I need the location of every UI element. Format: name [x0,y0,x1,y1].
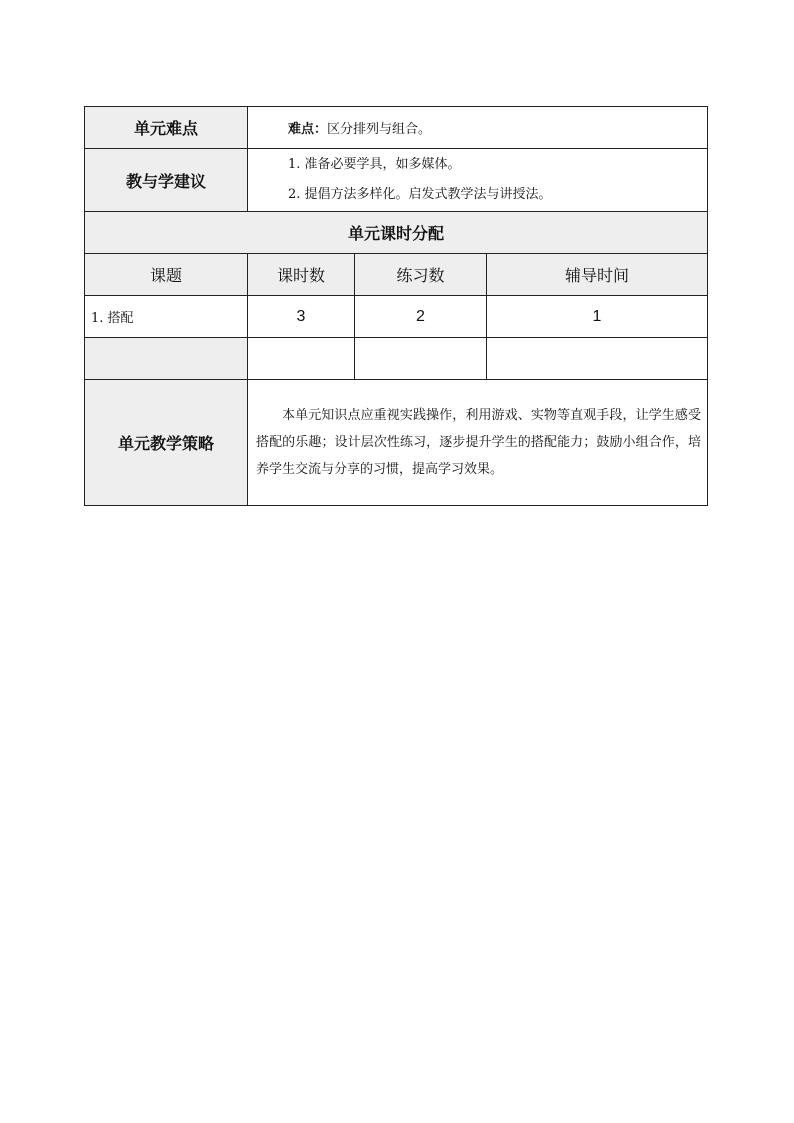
cell-hours: 3 [248,296,355,338]
cell-tutoring: 1 [487,296,708,338]
strategy-text: 本单元知识点应重视实践操作，利用游戏、实物等直观手段，让学生感受搭配的乐趣；设计层次性练习，逐步提升学生的搭配能力；鼓励小组合作，培养学生交流与分享的习惯，提高学习效果。 [248,380,708,506]
difficulty-label: 单元难点 [85,107,248,149]
table-row [85,296,708,338]
allocation-title-row [85,212,708,254]
allocation-header-row [85,254,708,296]
allocation-title: 单元课时分配 [85,212,708,254]
table-row [85,338,708,380]
header-topic: 课题 [85,254,248,296]
suggestion-item: 2. 提倡方法多样化。启发式教学法与讲授法。 [288,187,552,202]
suggestions-content [248,149,708,212]
header-tutoring: 辅导时间 [487,254,708,296]
cell-tutoring [487,338,708,380]
header-exercises: 练习数 [355,254,487,296]
cell-exercises: 2 [355,296,487,338]
suggestions-label: 教与学建议 [85,149,248,212]
difficulty-row [85,107,708,149]
unit-plan-table [84,106,708,506]
difficulty-prefix: 难点： [288,122,328,137]
difficulty-text: 区分排列与组合。 [327,122,432,137]
cell-hours [248,338,355,380]
difficulty-content [248,107,708,149]
cell-topic: 1. 搭配 [85,296,248,338]
suggestions-row [85,149,708,212]
cell-topic [85,338,248,380]
header-hours: 课时数 [248,254,355,296]
suggestion-item: 1. 准备必要学具，如多媒体。 [288,157,461,172]
strategy-label: 单元教学策略 [85,380,248,506]
strategy-row [85,380,708,506]
cell-exercises [355,338,487,380]
